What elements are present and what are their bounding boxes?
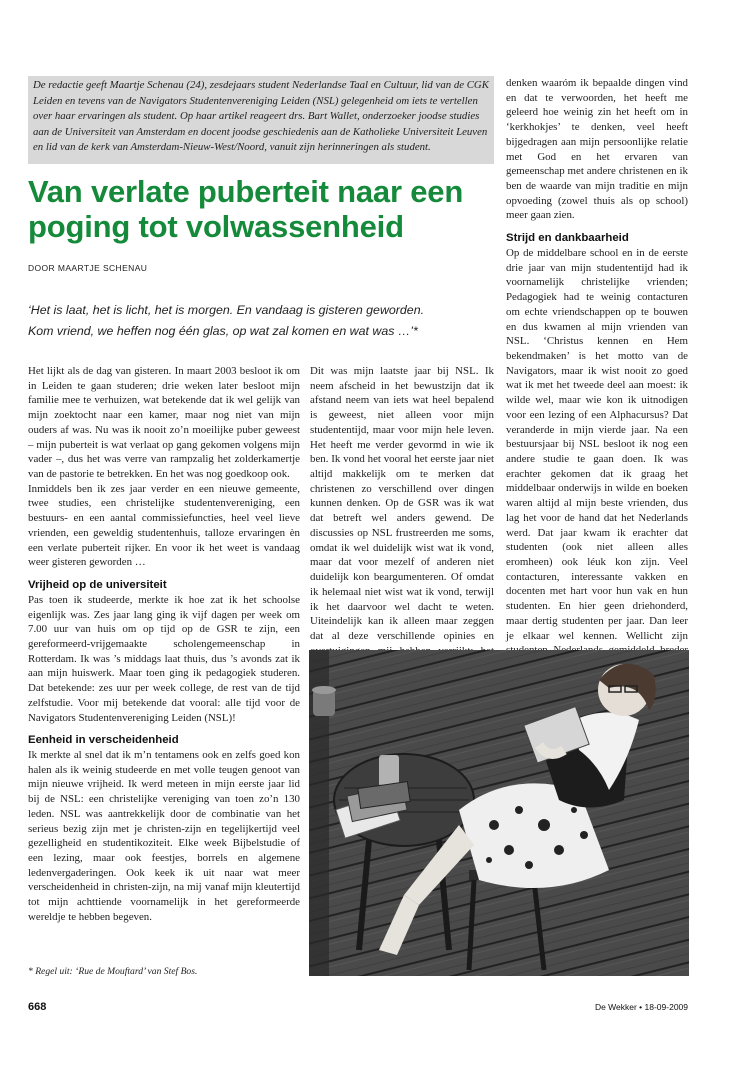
quote-line-2: Kom vriend, we heffen nog één glas, op wat zal komen en wat was …’* <box>28 324 418 338</box>
column-3 <box>506 76 688 687</box>
column-1 <box>28 364 300 925</box>
article-photo <box>309 650 689 976</box>
footer-publication: De Wekker • 18-09-2009 <box>594 1002 688 1012</box>
photo-student-reading-on-deck <box>309 650 689 976</box>
quote-line-1: ‘Het is laat, het is licht, het is morgen. En vandaag is gisteren geworden. <box>28 303 425 317</box>
paragraph: Inmiddels ben ik zes jaar verder en een nieuwe gemeente, twee studies, een christelijke studentenvereniging, een bestuurs- en een aantal commissiefuncties, heel veel lieve vrienden, een geweldig studentenhuis, talloze ervaringen èn een verlate puberteit rijker. En voor ik het weet is vandaag weer gisteren geworden … <box>28 482 300 569</box>
paragraph: Ik merkte al snel dat ik m’n tentamens ook en zelfs goed kon halen als ik weinig studeerde en met volle teugen genoot van mijn nieuwe vrijheid. Ik werd meteen in mijn eerste jaar lid bij de NSL: een christelijke vereniging van toen zo’n 130 leden. NSL was aantrekkelijk door de combinatie van het serieus bezig zijn met je christen-zijn en tegelijkertijd veel gezelligheid en studentikoziteit. Elke week Bijbelstudie of een lezing, maar ook feestjes, borrels en algemene ledenvergaderingen. Ook keek ik uit naar wat meer verscheidenheid in christen-zijn, na mij vanaf mijn kleutertijd tot mijn achttiende voornamelijk in het gereformeerde wereldje te hebben begeven. <box>28 748 300 923</box>
paragraph: Het lijkt als de dag van gisteren. In maart 2003 besloot ik om in Leiden te gaan studeren; drie weken later besloot mijn familie mee te verhuizen, wat betekende dat ik wel gelijk van mijn zoektocht naar een kamer, maar nog niet van mijn ouders af was. Nu was ik nooit zo’n moeilijke puber geweest – mijn puberteit is wat verlaat op gang gekomen volgens mijn vader –, dus het was verre van rampzalig het zolderkamertje van de pastorie te betrekken. En het was nog goedkoop ook. <box>28 365 300 481</box>
paragraph: Pas toen ik studeerde, merkte ik hoe zat ik het schoolse eigenlijk was. Zes jaar lang ging ik vijf dagen per week om 7.00 uur van huis om op tijd op de GSR te zijn, een gereformeerd-vrijgemaakte scholengemeenschap in Rotterdam. Ik was ’s middags laat thuis, dus ’s avonds zat ik aan mijn huiswerk. Maar toen ging ik pedagogiek studeren. Dat betekende: zes uur per week college, de rest van de tijd zelfstudie. Voor mij betekende dat vooral: alle tijd voor de Navigators Studentenvereniging Leiden (NSL)! <box>28 593 300 724</box>
footnote: * Regel uit: ‘Rue de Mouftard’ van Stef Bos. <box>28 966 198 977</box>
section-heading: Eenheid in verscheidenheid <box>28 734 179 747</box>
paragraph: Op de middelbare school en in de eerste drie jaar van mijn studententijd had ik voornamelijk christelijke vrienden; Pedagogiek had te weinig contacturen om echte vriendschappen op te bouwen en dus kwamen al mijn vrienden van NSL. ‘Christus kennen en Hem bekendmaken’ is het motto van de Navigators, maar ik wist nooit zo goed wat ik met het tweede deel aan moest: ik wilde wel, maar wie kon ik uitnodigen voor een lezing of een Alphacursus? Dat veranderde in mijn vierde jaar. Na een bestuursjaar bij NSL besloot ik nog een andere studie te gaan doen. Ik was erachter gekomen dat ik graag het middelbaar onderwijs in wilde en boeken waren altijd al mijn beste vrienden, dus lag het voor de hand dat het Nederlands werd. Dat jaar kwam ik erachter dat studenten (ook niet alleen alles eromheen) ook léuk kon zijn. Veel contacturen, interessante vakken en docenten met hart voor hun vak en hun studenten. En hier geen driehonderd, maar dertig studenten per jaar. Dan leer je elkaar wel kennen. Wellicht zijn <box>506 246 688 642</box>
section-heading: Vrijheid op de universiteit <box>28 579 167 592</box>
section-heading: Strijd en dankbaarheid <box>506 232 629 245</box>
article-headline: Van verlate puberteit naar een poging tot volwassenheid <box>28 174 464 244</box>
page-number: 668 <box>28 1001 47 1013</box>
paragraph: denken waaróm ik bepaalde dingen vind en dat te verwoorden, het heeft me geleerd hoe weinig zin het heeft om in ‘kerkhokjes’ te denken, veel heeft bijgedragen aan mijn persoonlijke relatie met God en het ervaren van gemeenschap met andere christenen en ik ben de waarde van mijn traditie en mijn opvoeding (zowel thuis als op school) meer gaan zien. <box>506 77 688 222</box>
column-2 <box>310 364 494 673</box>
intro-box: De redactie geeft Maartje Schenau (24), zesdejaars student Nederlandse Taal en Cultuur, lid van de CGK Leiden en tevens van de Navigators Studentenvereniging Leiden (NSL) gelegenheid om iets te vertellen over haar ervaringen als student. Op haar artikel reageert drs. Bart Wallet, onderzoeker joodse studies aan de Universiteit van Amsterdam en docent joodse geschiedenis aan de Katholieke Universiteit Leuven en lid van de kerk van Amsterdam-Nieuw-West/Noord, vanuit zijn herinneringen als student. <box>28 76 494 164</box>
byline: DOOR MAARTJE SCHENAU <box>28 263 148 273</box>
paragraph: Dit was mijn laatste jaar bij NSL. Ik neem afscheid in het bewustzijn dat ik afstand neem van iets wat heel bepalend is geweest, niet alleen voor mijn studententijd, maar voor mijn hele leven. Het heeft me verder gevormd in wie ik ben. Ik vond het vooral het eerste jaar niet altijd makkelijk om te merken dat christenen zo verschillend over dingen kunnen denken. Op de GSR was ik wat dat betreft wel anders gewend. De discussies op NSL frustreerden me soms, omdat ik wel duidelijk wist wat ik vond, maar dat voor mezelf of anderen niet duidelijk kon beargumenteren. Of omdat ik helemaal niet wist wat ik vond, terwijl ik het daarvoor wel dacht te weten. Uiteindelijk kan ik alleen maar zeggen dat al deze verschillende opinies en <box>310 365 494 642</box>
opening-quote <box>28 300 498 342</box>
